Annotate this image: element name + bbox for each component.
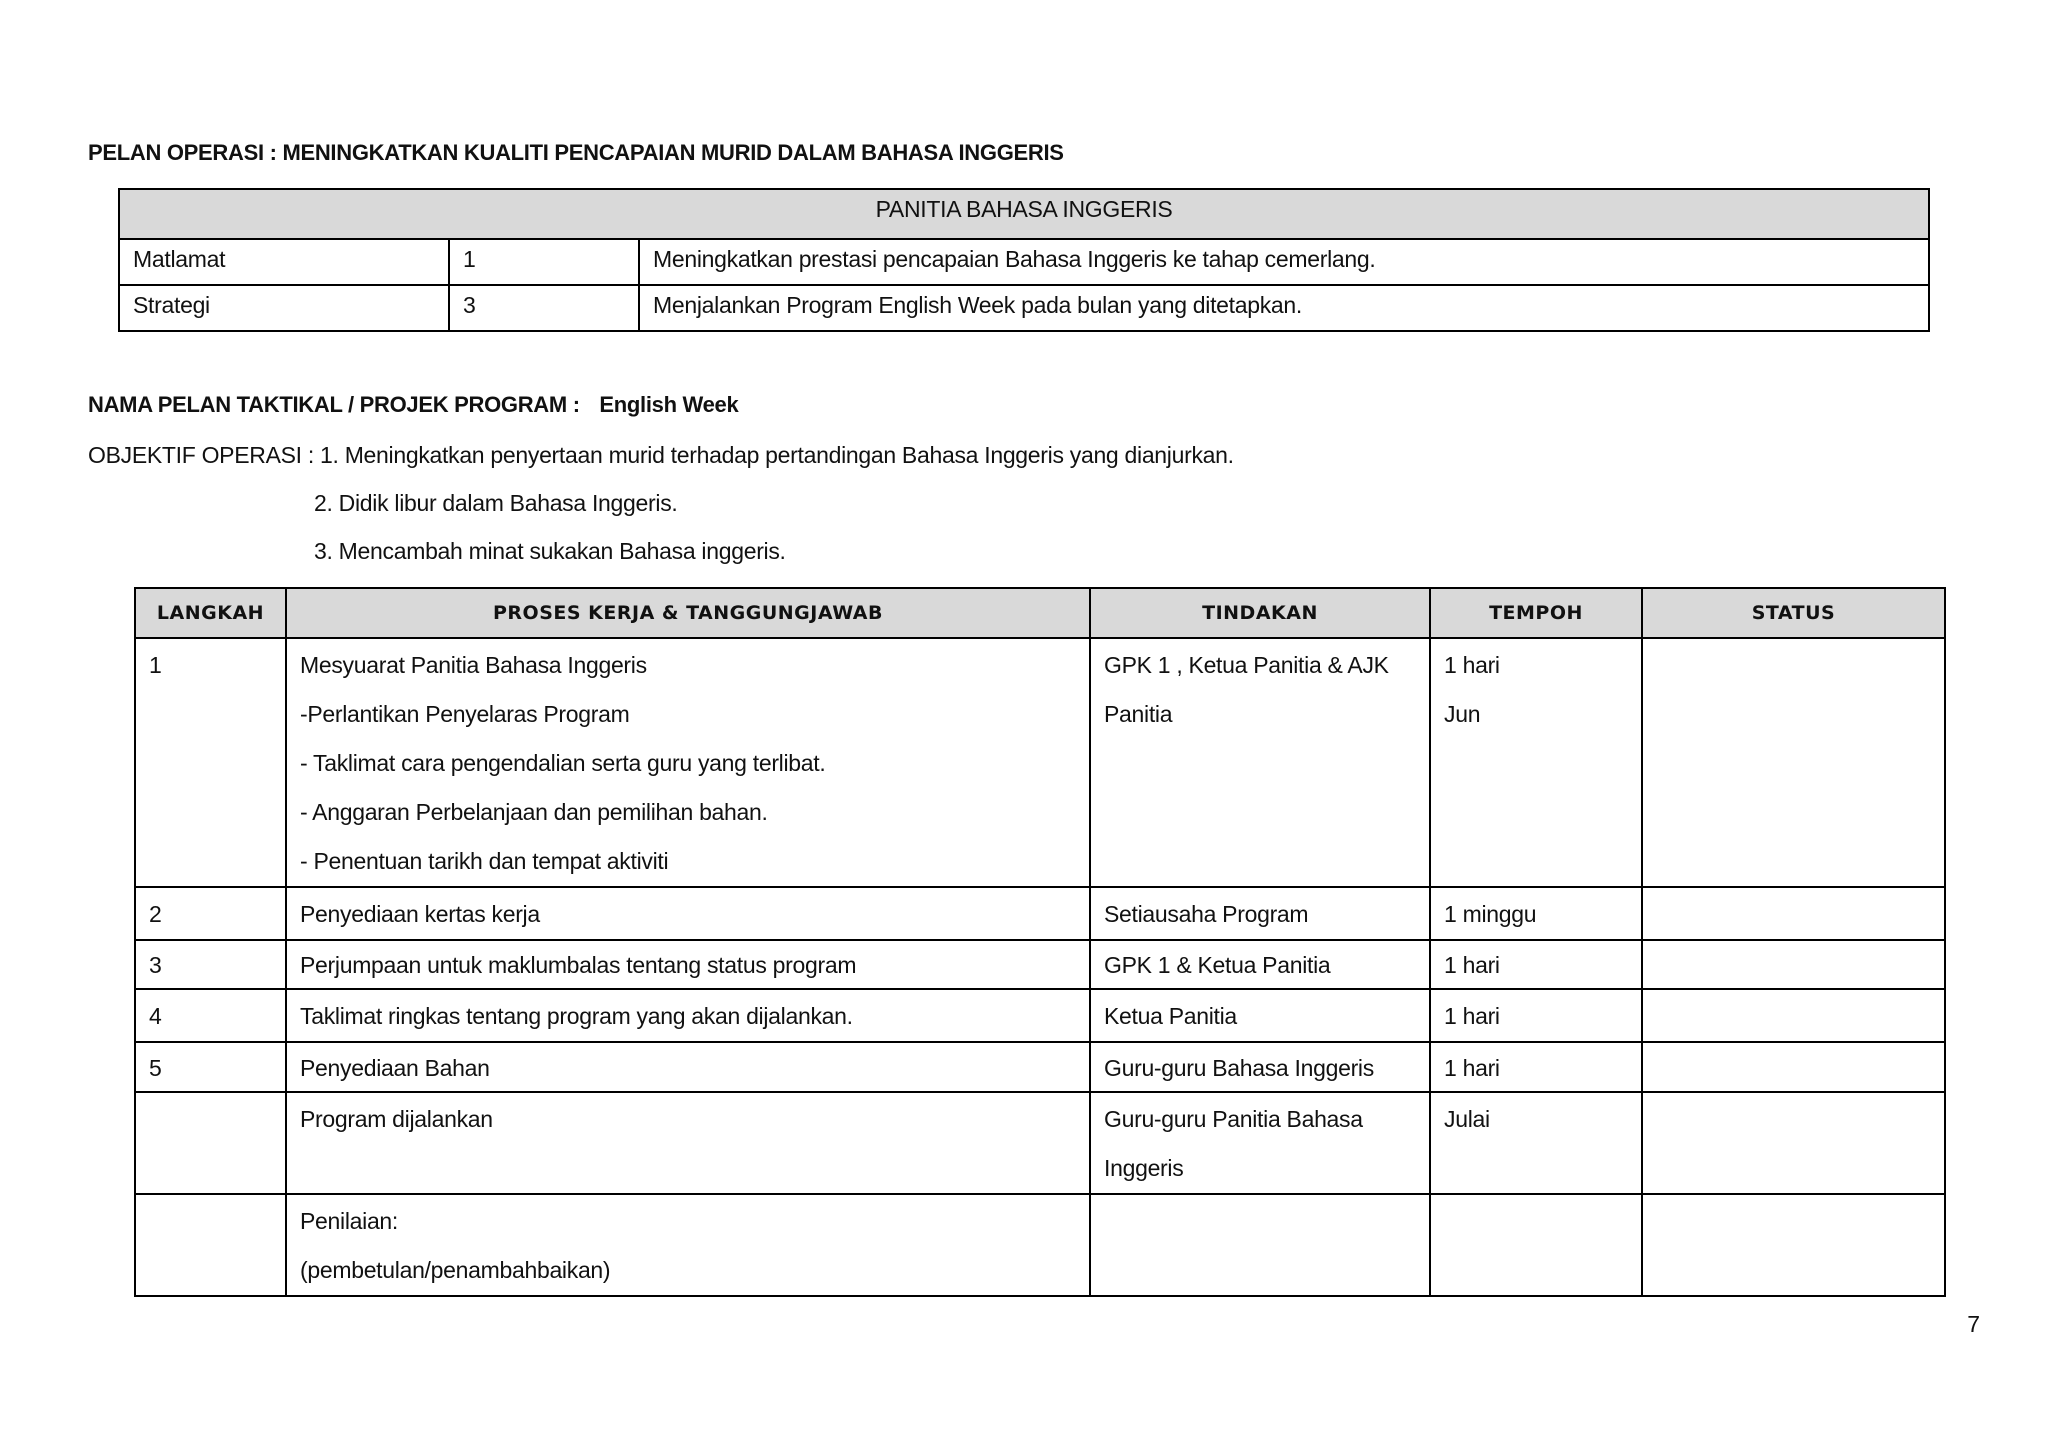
step-cell: 2 xyxy=(135,887,286,940)
step-cell: 3 xyxy=(135,940,286,989)
action-cell: Guru-guru Bahasa Inggeris xyxy=(1090,1042,1430,1092)
duration-cell: 1 hari xyxy=(1430,1042,1642,1092)
table-row xyxy=(135,940,1945,989)
objective-item: 1. Meningkatkan penyertaan murid terhadap pertandingan Bahasa Inggeris yang dianjurkan. xyxy=(320,442,1234,468)
status-cell xyxy=(1642,1042,1945,1092)
process-cell: Penilaian: (pembetulan/penambahbaikan) xyxy=(286,1194,1090,1296)
action-cell: Ketua Panitia xyxy=(1090,989,1430,1042)
duration-cell: 1 hari xyxy=(1430,989,1642,1042)
program-name: English Week xyxy=(599,392,739,417)
duration-cell: Julai xyxy=(1430,1092,1642,1194)
duration-cell: 1 hari xyxy=(1430,940,1642,989)
program-heading xyxy=(88,392,738,418)
action-cell xyxy=(1090,1194,1430,1296)
document-title: PELAN OPERASI : MENINGKATKAN KUALITI PENCAPAIAN MURID DALAM BAHASA INGGERIS xyxy=(88,140,1064,165)
column-header-status: STATUS xyxy=(1642,588,1945,638)
process-cell: Perjumpaan untuk maklumbalas tentang status program xyxy=(286,940,1090,989)
process-cell: Penyediaan kertas kerja xyxy=(286,887,1090,940)
step-cell: 4 xyxy=(135,989,286,1042)
table-row xyxy=(135,638,1945,887)
table-row xyxy=(135,1092,1945,1194)
column-header-step: LANGKAH xyxy=(135,588,286,638)
step-cell xyxy=(135,1194,286,1296)
step-cell xyxy=(135,1092,286,1194)
committee-table xyxy=(118,188,1930,332)
action-cell: Guru-guru Panitia Bahasa Inggeris xyxy=(1090,1092,1430,1194)
row-text: Meningkatkan prestasi pencapaian Bahasa Inggeris ke tahap cemerlang. xyxy=(639,239,1929,285)
status-cell xyxy=(1642,940,1945,989)
table-header-row xyxy=(135,588,1945,638)
process-cell: Penyediaan Bahan xyxy=(286,1042,1090,1092)
duration-cell xyxy=(1430,1194,1642,1296)
row-number: 1 xyxy=(449,239,639,285)
table-row xyxy=(135,1042,1945,1092)
action-cell: Setiausaha Program xyxy=(1090,887,1430,940)
status-cell xyxy=(1642,887,1945,940)
table-row xyxy=(119,285,1929,331)
status-cell xyxy=(1642,989,1945,1042)
objective-item: 3. Mencambah minat sukakan Bahasa inggeris. xyxy=(314,538,786,564)
row-number: 3 xyxy=(449,285,639,331)
row-label: Strategi xyxy=(119,285,449,331)
row-text: Menjalankan Program English Week pada bulan yang ditetapkan. xyxy=(639,285,1929,331)
work-process-table xyxy=(134,587,1946,1297)
page-number: 7 xyxy=(1967,1311,1980,1337)
objectives-line-1 xyxy=(88,442,1234,469)
objectives-prefix: OBJEKTIF OPERASI : xyxy=(88,442,314,468)
action-cell: GPK 1 , Ketua Panitia & AJK Panitia xyxy=(1090,638,1430,887)
column-header-duration: TEMPOH xyxy=(1430,588,1642,638)
action-cell: GPK 1 & Ketua Panitia xyxy=(1090,940,1430,989)
table-row xyxy=(135,1194,1945,1296)
table-row xyxy=(119,239,1929,285)
column-header-action: TINDAKAN xyxy=(1090,588,1430,638)
column-header-process: PROSES KERJA & TANGGUNGJAWAB xyxy=(286,588,1090,638)
status-cell xyxy=(1642,1092,1945,1194)
program-label: NAMA PELAN TAKTIKAL / PROJEK PROGRAM : xyxy=(88,392,580,417)
step-cell: 1 xyxy=(135,638,286,887)
table-row xyxy=(135,989,1945,1042)
status-cell xyxy=(1642,638,1945,887)
status-cell xyxy=(1642,1194,1945,1296)
row-label: Matlamat xyxy=(119,239,449,285)
committee-caption: PANITIA BAHASA INGGERIS xyxy=(119,189,1929,239)
table-row xyxy=(135,887,1945,940)
process-cell: Mesyuarat Panitia Bahasa Inggeris -Perlantikan Penyelaras Program - Taklimat cara pengendalian serta guru yang terlibat. - Anggaran Perbelanjaan dan pemilihan bahan. - Penentuan tarikh dan tempat aktiviti xyxy=(286,638,1090,887)
duration-cell: 1 minggu xyxy=(1430,887,1642,940)
duration-cell: 1 hari Jun xyxy=(1430,638,1642,887)
process-cell: Program dijalankan xyxy=(286,1092,1090,1194)
process-cell: Taklimat ringkas tentang program yang akan dijalankan. xyxy=(286,989,1090,1042)
step-cell: 5 xyxy=(135,1042,286,1092)
objective-item: 2. Didik libur dalam Bahasa Inggeris. xyxy=(314,490,678,516)
